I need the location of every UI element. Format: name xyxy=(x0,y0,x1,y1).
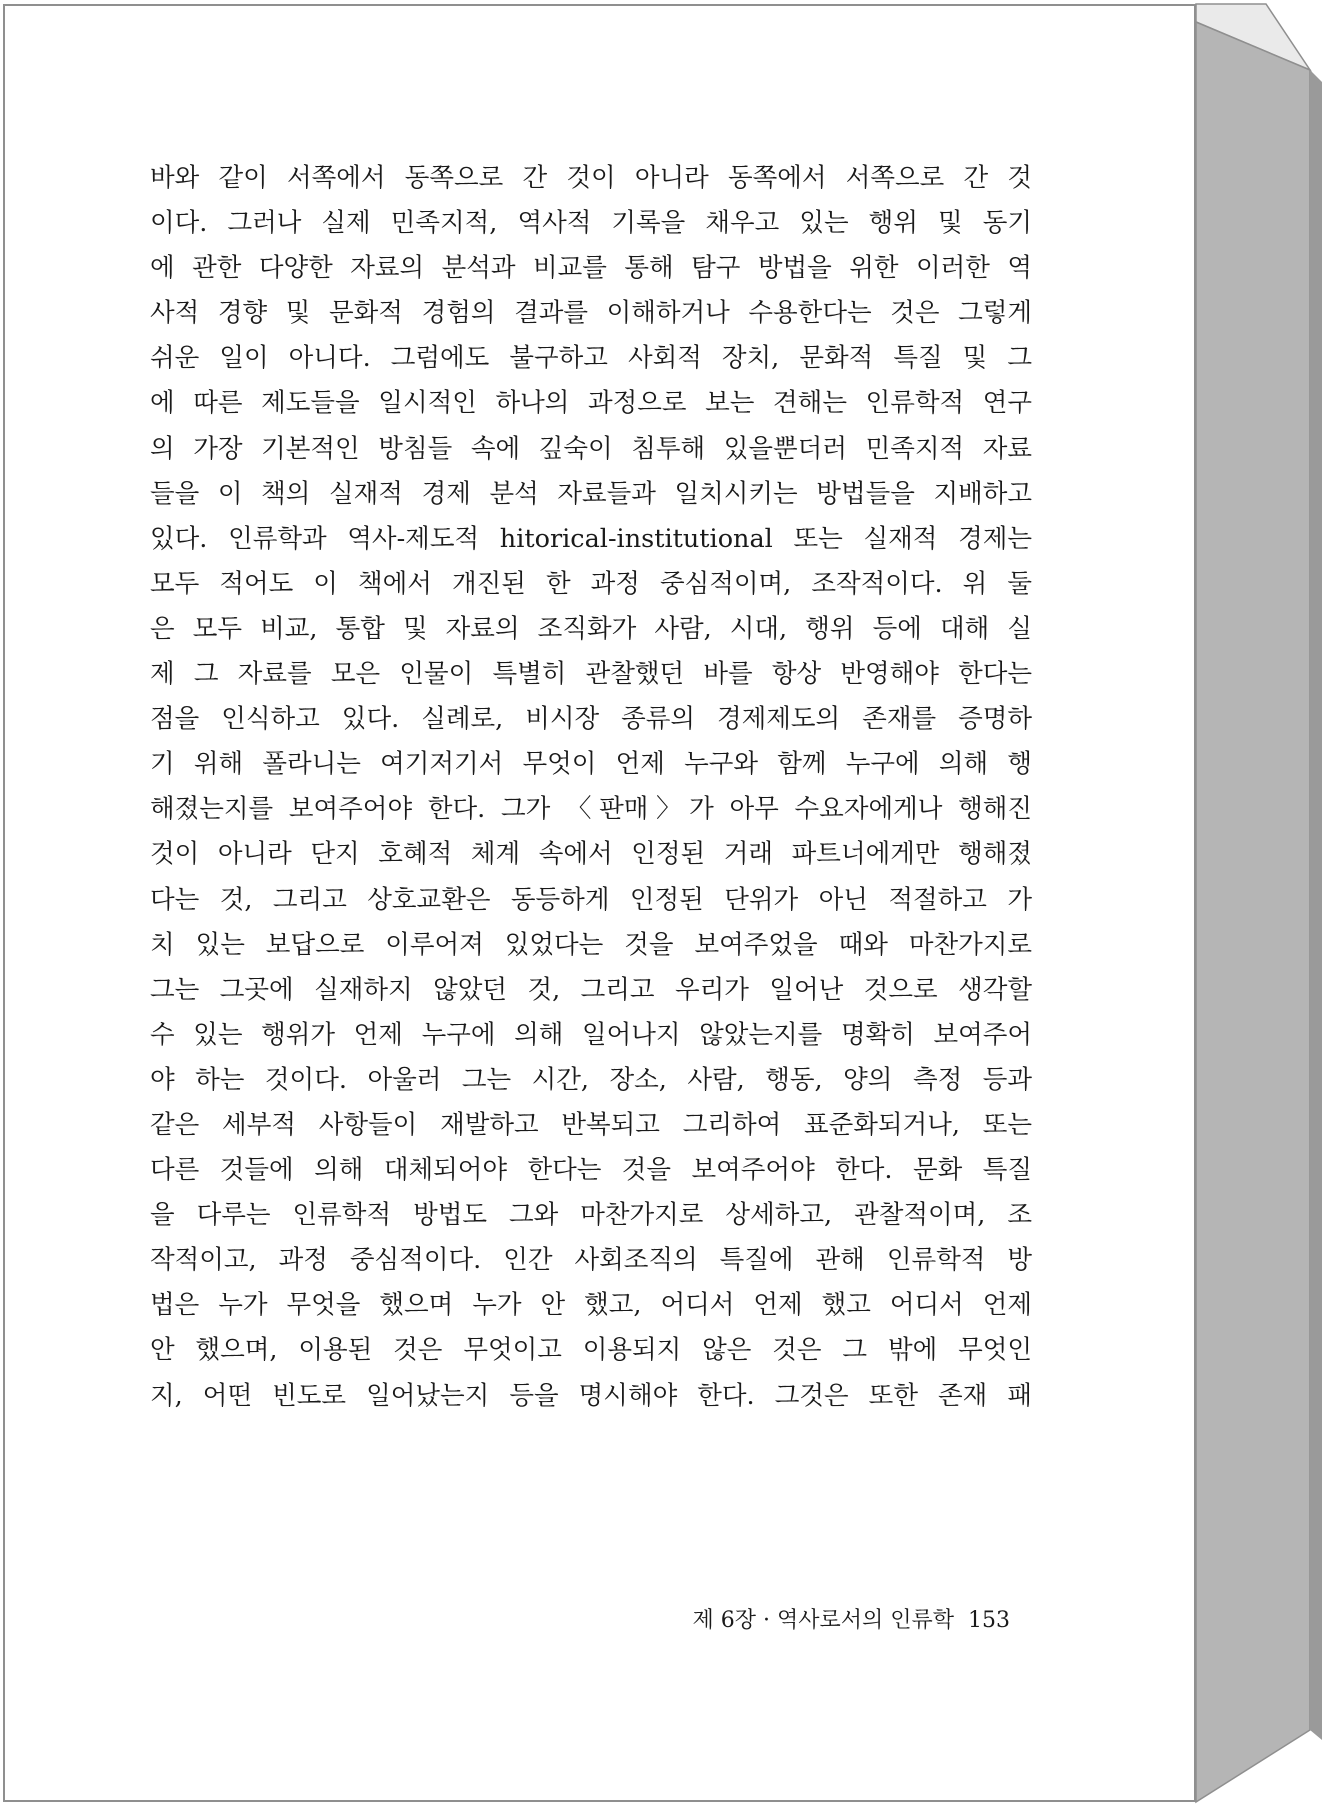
text-line: 안 했으며, 이용된 것은 무엇이고 이용되지 않은 것은 그 밖에 무엇인 xyxy=(150,1335,1032,1366)
page-footer xyxy=(650,1603,1010,1634)
text-line: 있다. 인류학과 역사-제도적 hitorical-institutional 또는 실재적 경제는 xyxy=(150,523,1032,554)
text-line: 에 따른 제도들을 일시적인 하나의 과정으로 보는 견해는 인류학적 연구 xyxy=(150,388,1032,419)
text-line: 기 위해 폴라니는 여기저기서 무엇이 언제 누구와 함께 누구에 의해 행 xyxy=(150,749,1032,780)
text-line: 이다. 그러나 실제 민족지적, 역사적 기록을 채우고 있는 행위 및 동기 xyxy=(150,208,1032,239)
text-line: 작적이고, 과정 중심적이다. 인간 사회조직의 특질에 관해 인류학적 방 xyxy=(150,1245,1032,1276)
text-line: 을 다루는 인류학적 방법도 그와 마찬가지로 상세하고, 관찰적이며, 조 xyxy=(150,1200,1032,1231)
page-edge-top xyxy=(1196,4,1310,70)
page-edge-shadow xyxy=(1310,70,1322,1740)
text-line: 같은 세부적 사항들이 재발하고 반복되고 그리하여 표준화되거나, 또는 xyxy=(150,1109,1032,1140)
text-line: 모두 적어도 이 책에서 개진된 한 과정 중심적이며, 조작적이다. 위 둘 xyxy=(150,568,1032,599)
text-line: 법은 누가 무엇을 했으며 누가 안 했고, 어디서 언제 했고 어디서 언제 xyxy=(150,1290,1032,1321)
text-line: 야 하는 것이다. 아울러 그는 시간, 장소, 사람, 행동, 양의 측정 등과 xyxy=(150,1064,1032,1095)
text-line: 수 있는 행위가 언제 누구에 의해 일어나지 않았는지를 명확히 보여주어 xyxy=(150,1019,1032,1050)
text-line: 사적 경향 및 문화적 경험의 결과를 이해하거나 수용한다는 것은 그렇게 xyxy=(150,298,1032,329)
text-line: 다른 것들에 의해 대체되어야 한다는 것을 보여주어야 한다. 문화 특질 xyxy=(150,1155,1032,1186)
page-edge-side xyxy=(1196,22,1310,1802)
text-line: 은 모두 비교, 통합 및 자료의 조직화가 사람, 시대, 행위 등에 대해 실 xyxy=(150,613,1032,644)
page-number: 153 xyxy=(968,1608,1010,1633)
text-line: 것이 아니라 단지 호혜적 체계 속에서 인정된 거래 파트너에게만 행해졌 xyxy=(150,839,1032,870)
text-line: 의 가장 기본적인 방침들 속에 깊숙이 침투해 있을뿐더러 민족지적 자료 xyxy=(150,433,1032,464)
text-line: 쉬운 일이 아니다. 그럼에도 불구하고 사회적 장치, 문화적 특질 및 그 xyxy=(150,343,1032,374)
body-text xyxy=(150,156,1032,1419)
text-line: 바와 같이 서쪽에서 동쪽으로 간 것이 아니라 동쪽에서 서쪽으로 간 것 xyxy=(150,163,1032,193)
text-line: 제 그 자료를 모은 인물이 특별히 관찰했던 바를 항상 반영해야 한다는 xyxy=(150,659,1032,690)
text-line: 점을 인식하고 있다. 실례로, 비시장 종류의 경제제도의 존재를 증명하 xyxy=(150,704,1032,735)
text-line: 에 관한 다양한 자료의 분석과 비교를 통해 탐구 방법을 위한 이러한 역 xyxy=(150,253,1032,284)
text-line: 해졌는지를 보여주어야 한다. 그가 〈판매〉가 아무 수요자에게나 행해진 xyxy=(150,794,1032,825)
text-line: 들을 이 책의 실재적 경제 분석 자료들과 일치시키는 방법들을 지배하고 xyxy=(150,478,1032,509)
text-line: 다는 것, 그리고 상호교환은 동등하게 인정된 단위가 아닌 적절하고 가 xyxy=(150,884,1032,915)
text-line: 그는 그곳에 실재하지 않았던 것, 그리고 우리가 일어난 것으로 생각할 xyxy=(150,974,1032,1005)
running-head: 제 6장 · 역사로서의 인류학 xyxy=(692,1608,954,1633)
text-line: 지, 어떤 빈도로 일어났는지 등을 명시해야 한다. 그것은 또한 존재 패 xyxy=(150,1380,1032,1411)
text-line: 치 있는 보답으로 이루어져 있었다는 것을 보여주었을 때와 마찬가지로 xyxy=(150,929,1032,960)
